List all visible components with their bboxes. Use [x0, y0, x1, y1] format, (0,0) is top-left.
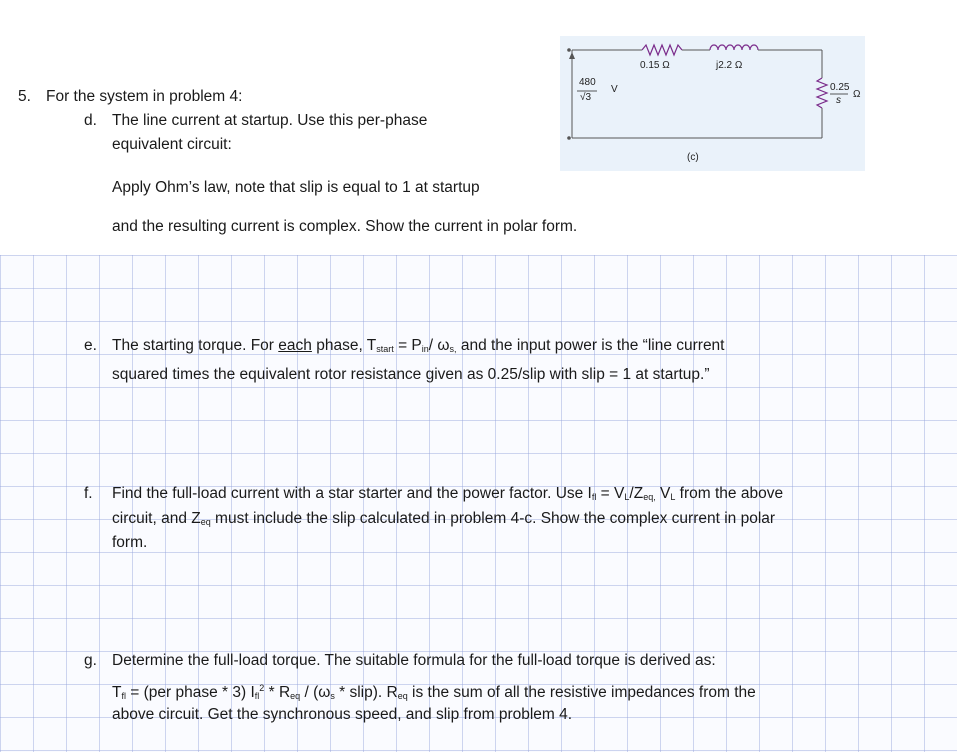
item-d-letter: d.	[84, 112, 97, 129]
problem-intro: For the system in problem 4:	[46, 88, 243, 105]
problem-number: 5.	[18, 88, 31, 105]
terminal-top	[567, 48, 571, 52]
r1-label: 0.15 Ω	[640, 60, 670, 71]
resistor-r2	[817, 78, 827, 108]
item-f-letter: f.	[84, 485, 93, 502]
item-g-formula: $T_{fl} = (per$ phase * 3) $I_{fl}^2 * R_{eq} / (\omega_s$ * slip). $R_{eq}$ is the sum of all the resistive impedances from the	[112, 683, 756, 701]
item-f-line2: circuit, and $Z_{eq}$ must include the slip calculated in problem 4-c. Show the complex current in polar	[112, 510, 776, 527]
equivalent-circuit-diagram	[560, 36, 865, 171]
source-voltage-numerator: 480	[579, 77, 596, 88]
item-e-letter: e.	[84, 337, 97, 354]
item-d-line4: and the resulting current is complex. Show the current in polar form.	[112, 218, 578, 235]
r2-numerator: 0.25	[830, 82, 850, 93]
item-e-line1: The starting torque. For each phase, $T_{start} = P_{in}/$ $\omega_{s,}$ and the input power is the “line current	[112, 337, 725, 354]
terminal-bottom	[567, 136, 571, 140]
circuit-drawing	[560, 36, 865, 171]
voltage-arrow	[569, 52, 575, 59]
inductor-x	[710, 45, 758, 50]
item-f-line3: form.	[112, 534, 148, 551]
circuit-caption: (c)	[687, 152, 699, 163]
item-g-letter: g.	[84, 652, 97, 669]
r2-denominator: s	[836, 95, 841, 106]
item-d-line1: The line current at startup. Use this per-phase	[112, 112, 428, 129]
item-e-line2: squared times the equivalent rotor resistance given as 0.25/slip with slip = 1 at startup.”	[112, 366, 710, 383]
item-d-line2: equivalent circuit:	[112, 136, 232, 153]
resistor-r1	[642, 45, 682, 55]
source-voltage-denominator: √3	[580, 92, 592, 103]
item-f-line1: Find the full-load current with a star starter and the power factor. Use $I_{fl} = V_L/Z_{eq,}$ $V_L$ from the above	[112, 485, 784, 502]
reactance-label: j2.2 Ω	[716, 60, 743, 71]
item-d-line3: Apply Ohm’s law, note that slip is equal to 1 at startup	[112, 179, 480, 196]
item-g-line3: above circuit. Get the synchronous speed, and slip from problem 4.	[112, 706, 573, 723]
source-voltage-unit: V	[611, 84, 618, 95]
r2-unit: Ω	[853, 89, 861, 100]
item-g-line1: Determine the full-load torque. The suitable formula for the full-load torque is derived as:	[112, 652, 716, 669]
